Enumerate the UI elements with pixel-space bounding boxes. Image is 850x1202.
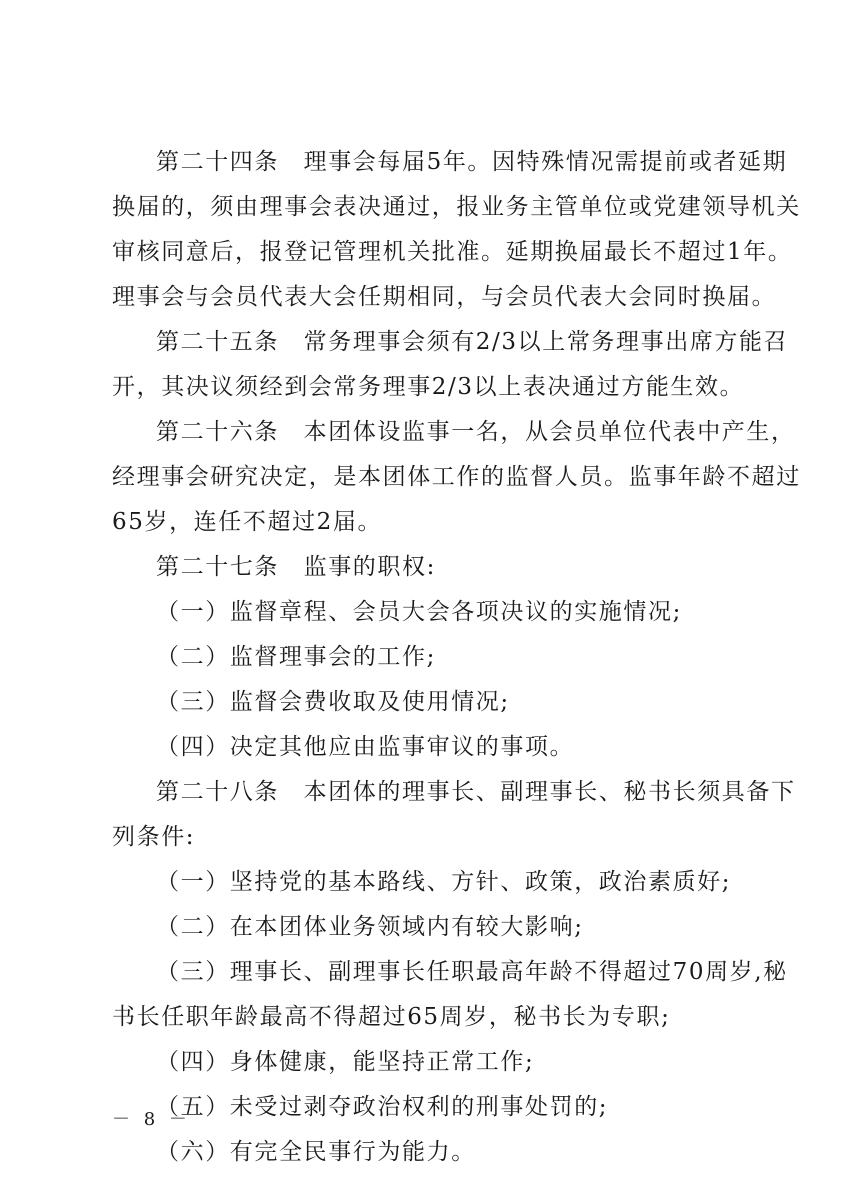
article-28-item-1: （一）坚持党的基本路线、方针、政策，政治素质好;: [156, 869, 732, 895]
article-25-line-1: 第二十五条 常务理事会须有2/3以上常务理事出席方能召: [156, 329, 789, 355]
article-26-line-3: 65岁，连任不超过2届。: [112, 509, 383, 535]
article-26-line-1: 第二十六条 本团体设监事一名，从会员单位代表中产生，: [156, 419, 796, 445]
article-28-item-6: （六）有完全民事行为能力。: [156, 1139, 476, 1165]
article-28-item-3-line-1: （三）理事长、副理事长任职最高年龄不得超过70周岁,秘: [156, 959, 788, 985]
article-28-item-5: （五）未受过剥夺政治权利的刑事处罚的;: [156, 1094, 609, 1120]
article-25-line-2: 开，其决议须经到会常务理事2/3以上表决通过方能生效。: [112, 374, 745, 400]
document-body: [112, 140, 801, 1175]
article-26-line-2: 经理事会研究决定，是本团体工作的监督人员。监事年龄不超过: [112, 464, 801, 490]
article-27-item-1: （一）监督章程、会员大会各项决议的实施情况;: [156, 599, 682, 625]
article-28-item-3-line-2: 书长任职年龄最高不得超过65周岁，秘书长为专职;: [112, 1004, 671, 1030]
article-28-item-2: （二）在本团体业务领域内有较大影响;: [156, 914, 584, 940]
article-24-line-1: 第二十四条 理事会每届5年。因特殊情况需提前或者延期: [156, 149, 788, 175]
article-27-item-4: （四）决定其他应由监事审议的事项。: [156, 734, 575, 760]
article-28-line-1: 第二十八条 本团体的理事长、副理事长、秘书长须具备下: [156, 779, 796, 805]
page-number: － 8 －: [112, 1109, 191, 1130]
article-27-item-2: （二）监督理事会的工作;: [156, 644, 436, 670]
article-24-line-4: 理事会与会员代表大会任期相同，与会员代表大会同时换届。: [112, 284, 777, 310]
article-28-line-2: 列条件:: [112, 824, 196, 850]
article-27-item-3: （三）监督会费收取及使用情况;: [156, 689, 510, 715]
article-27-heading: 第二十七条 监事的职权:: [156, 554, 436, 580]
article-24-line-2: 换届的，须由理事会表决通过，报业务主管单位或党建领导机关: [112, 194, 801, 220]
article-28-item-4: （四）身体健康，能坚持正常工作;: [156, 1049, 535, 1075]
article-24-line-3: 审核同意后，报登记管理机关批准。延期换届最长不超过1年。: [112, 239, 793, 265]
